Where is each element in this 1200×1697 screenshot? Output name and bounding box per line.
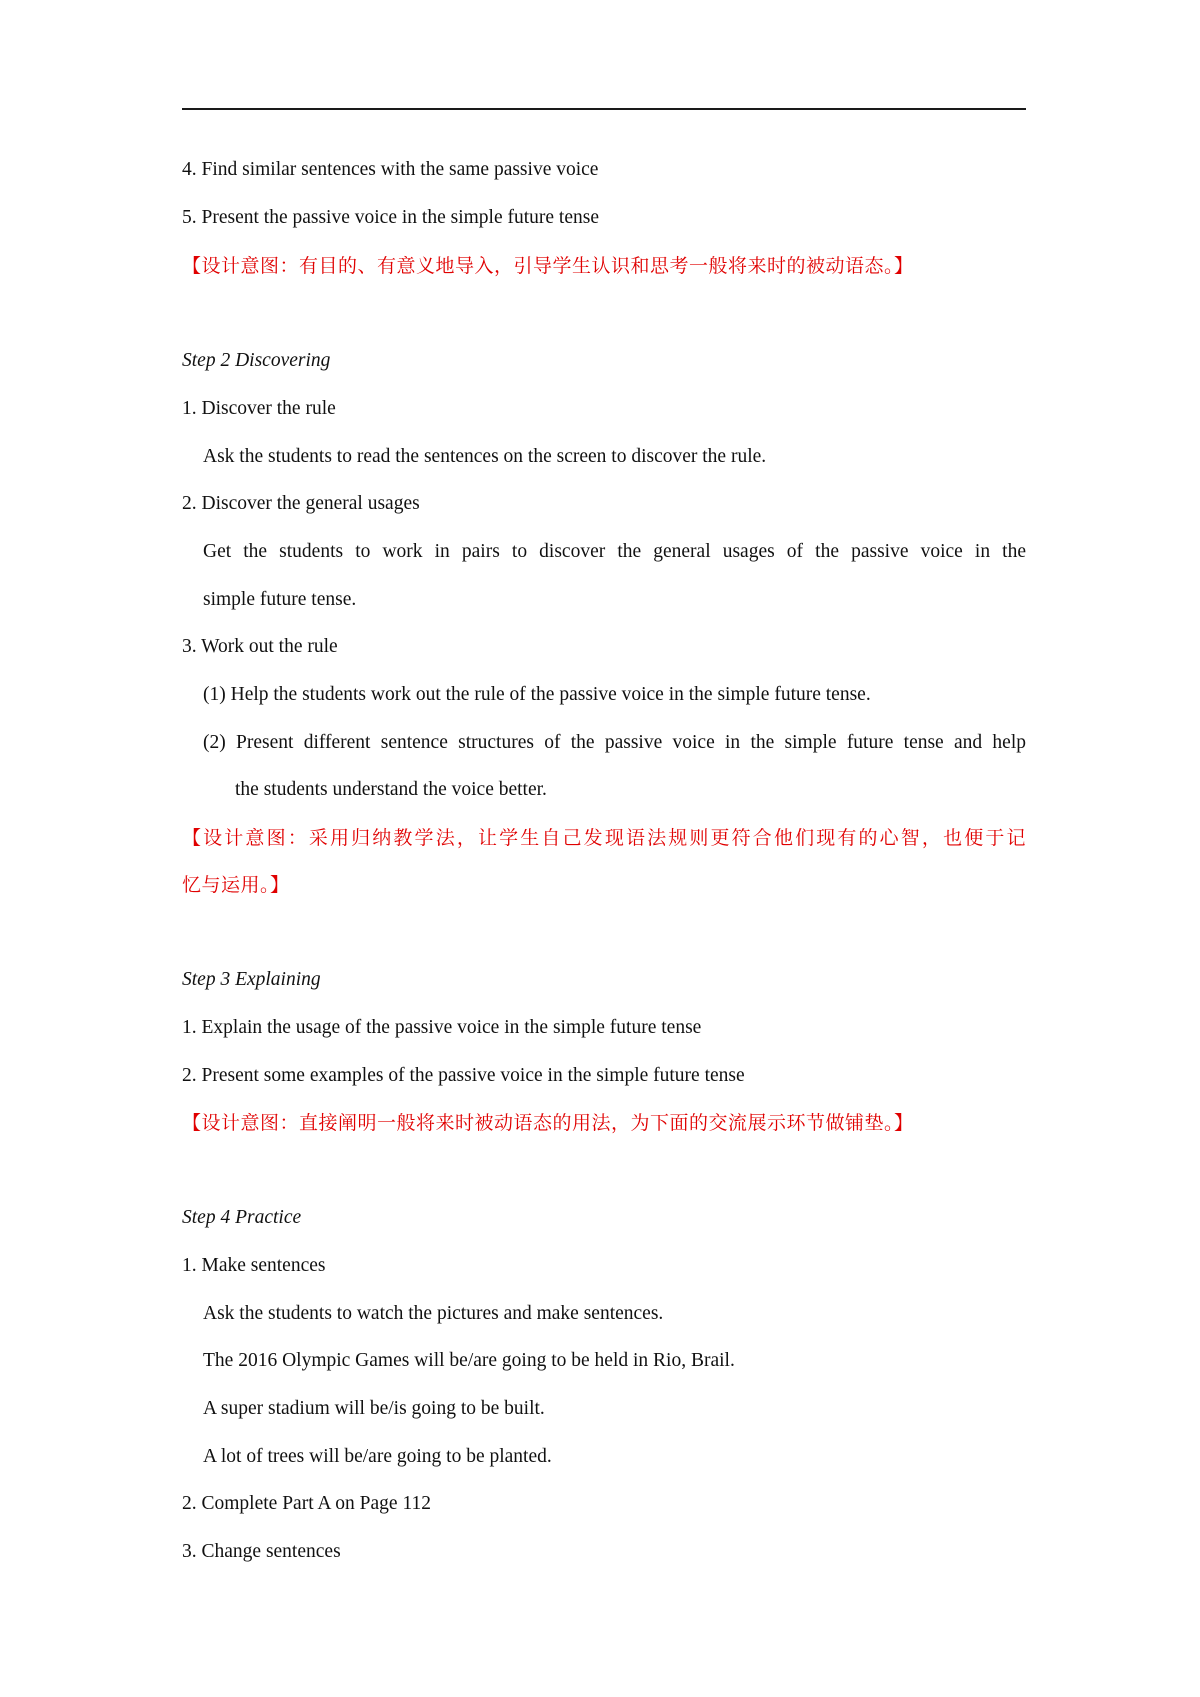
step4-item-1-detail: Ask the students to watch the pictures and make sentences. (203, 1303, 664, 1324)
header-rule (182, 108, 1026, 110)
step2-heading: Step 2 Discovering (182, 350, 331, 371)
step3-item-1: 1. Explain the usage of the passive voice in the simple future tense (182, 1017, 702, 1038)
step2-item-2-detail-line2: simple future tense. (203, 589, 357, 610)
step1-item-5: 5. Present the passive voice in the simple future tense (182, 207, 599, 228)
step4-example-3: A lot of trees will be/are going to be planted. (203, 1446, 552, 1467)
design-intent-note-2-line2: 忆与运用。】 (182, 874, 290, 896)
step4-item-3: 3. Change sentences (182, 1541, 341, 1562)
step3-item-2: 2. Present some examples of the passive voice in the simple future tense (182, 1065, 745, 1086)
step4-example-1: The 2016 Olympic Games will be/are going to be held in Rio, Brail. (203, 1350, 735, 1371)
step2-item-1: 1. Discover the rule (182, 398, 336, 419)
design-intent-note-3: 【设计意图：直接阐明一般将来时被动语态的用法，为下面的交流展示环节做铺垫。】 (182, 1112, 914, 1134)
design-intent-note-2-line1: 【设计意图：采用归纳教学法，让学生自己发现语法规则更符合他们现有的心智，也便于记 (182, 827, 1026, 849)
step4-example-2: A super stadium will be/is going to be built. (203, 1398, 545, 1419)
step4-item-2: 2. Complete Part A on Page 112 (182, 1493, 431, 1514)
step2-item-2: 2. Discover the general usages (182, 493, 420, 514)
step4-heading: Step 4 Practice (182, 1207, 302, 1228)
step2-item-1-detail: Ask the students to read the sentences on the screen to discover the rule. (203, 446, 767, 467)
step4-item-1: 1. Make sentences (182, 1255, 326, 1276)
step2-item-3-sub-2-line2: the students understand the voice better. (235, 779, 547, 800)
step1-item-4: 4. Find similar sentences with the same passive voice (182, 159, 599, 180)
step2-item-3: 3. Work out the rule (182, 636, 338, 657)
design-intent-note-1: 【设计意图：有目的、有意义地导入，引导学生认识和思考一般将来时的被动语态。】 (182, 255, 914, 277)
step2-item-3-sub-2-line1: (2) Present different sentence structures of the passive voice in the simple future tense and help (203, 732, 1026, 753)
step2-item-3-sub-1: (1) Help the students work out the rule of the passive voice in the simple future tense. (203, 684, 871, 705)
step2-item-2-detail-line1: Get the students to work in pairs to discover the general usages of the passive voice in the (203, 541, 1026, 562)
step3-heading: Step 3 Explaining (182, 969, 321, 990)
